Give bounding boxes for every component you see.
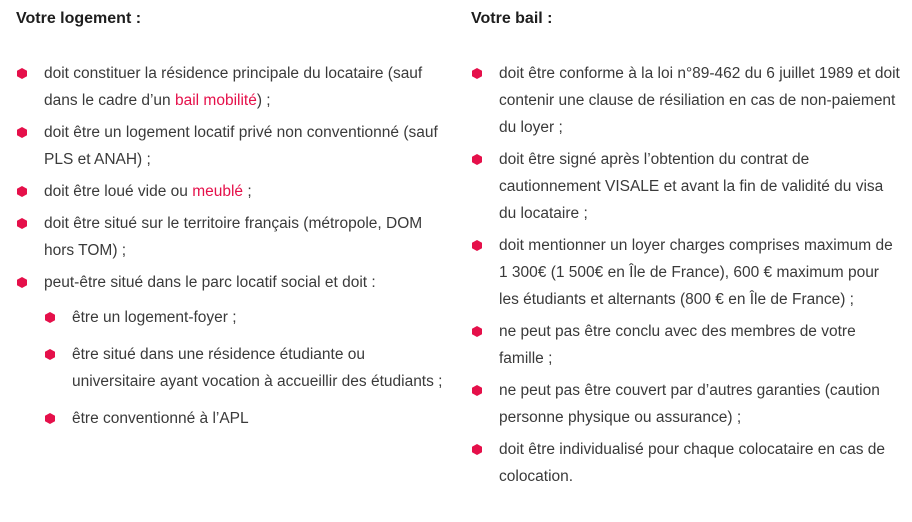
list-item (16, 210, 446, 264)
list-item (471, 146, 901, 227)
item-text: ne peut pas être couvert par d’autres garanties (caution personne physique ou assurance) ; (499, 382, 880, 426)
hexagon-bullet-icon (45, 349, 55, 360)
item-text: doit être conforme à la loi n°89-462 du 6 juillet 1989 et doit contenir une clause de résiliation en cas de non-paiement du loyer ; (499, 65, 900, 136)
hexagon-bullet-icon (17, 218, 27, 229)
item-text: doit être signé après l’obtention du contrat de cautionnement VISALE et avant la fin de validité du visa du locataire ; (499, 151, 884, 222)
bail-list (471, 60, 901, 490)
list-item (471, 436, 901, 490)
hexagon-bullet-icon (45, 312, 55, 323)
list-item (16, 269, 446, 432)
list-item (471, 318, 901, 372)
sub-list-item (44, 304, 446, 331)
list-item (471, 60, 901, 141)
logement-list (16, 60, 446, 432)
item-text: doit être loué vide ou (44, 183, 193, 200)
parc-social-sublist (44, 304, 446, 432)
hexagon-bullet-icon (45, 413, 55, 424)
logement-heading: Votre logement : (16, 10, 142, 27)
list-item (16, 178, 446, 205)
subitem-text: être conventionné à l’APL (72, 410, 249, 427)
item-text: ) ; (256, 92, 271, 109)
hexagon-bullet-icon (472, 240, 482, 251)
hexagon-bullet-icon (472, 326, 482, 337)
hexagon-bullet-icon (472, 385, 482, 396)
bail-mobilite-link[interactable]: bail mobilité (174, 92, 257, 109)
hexagon-bullet-icon (472, 68, 482, 79)
item-text: doit être individualisé pour chaque colocataire en cas de colocation. (499, 441, 886, 485)
list-item (471, 377, 901, 431)
hexagon-bullet-icon (17, 277, 27, 288)
list-item (471, 232, 901, 313)
item-text: doit être situé sur le territoire français (métropole, DOM hors TOM) ; (44, 215, 423, 259)
hexagon-bullet-icon (17, 127, 27, 138)
item-text: ne peut pas être conclu avec des membres de votre famille ; (499, 323, 856, 367)
logement-section (16, 8, 446, 442)
hexagon-bullet-icon (472, 444, 482, 455)
list-item (16, 119, 446, 173)
item-text: peut-être situé dans le parc locatif social et doit : (44, 274, 376, 291)
item-text: doit mentionner un loyer charges comprises maximum de 1 300€ (1 500€ en Île de France), 600 € maximum pour les étudiants et alternants (800 € en Île de France) ; (499, 237, 893, 308)
item-text: ; (243, 183, 252, 200)
bail-section (471, 8, 901, 495)
hexagon-bullet-icon (17, 186, 27, 197)
sub-list-item (44, 405, 446, 432)
list-item (16, 60, 446, 114)
hexagon-bullet-icon (472, 154, 482, 165)
bail-heading: Votre bail : (471, 10, 553, 27)
subitem-text: être un logement-foyer ; (72, 309, 237, 326)
sub-list-item (44, 341, 446, 395)
item-text: doit constituer la résidence principale du locataire (sauf dans le cadre d’un (44, 65, 423, 109)
meuble-link[interactable]: meublé (192, 183, 244, 200)
hexagon-bullet-icon (17, 68, 27, 79)
item-text: doit être un logement locatif privé non conventionné (sauf PLS et ANAH) ; (44, 124, 438, 168)
subitem-text: être situé dans une résidence étudiante ou universitaire ayant vocation à accueillir des étudiants ; (72, 346, 443, 390)
